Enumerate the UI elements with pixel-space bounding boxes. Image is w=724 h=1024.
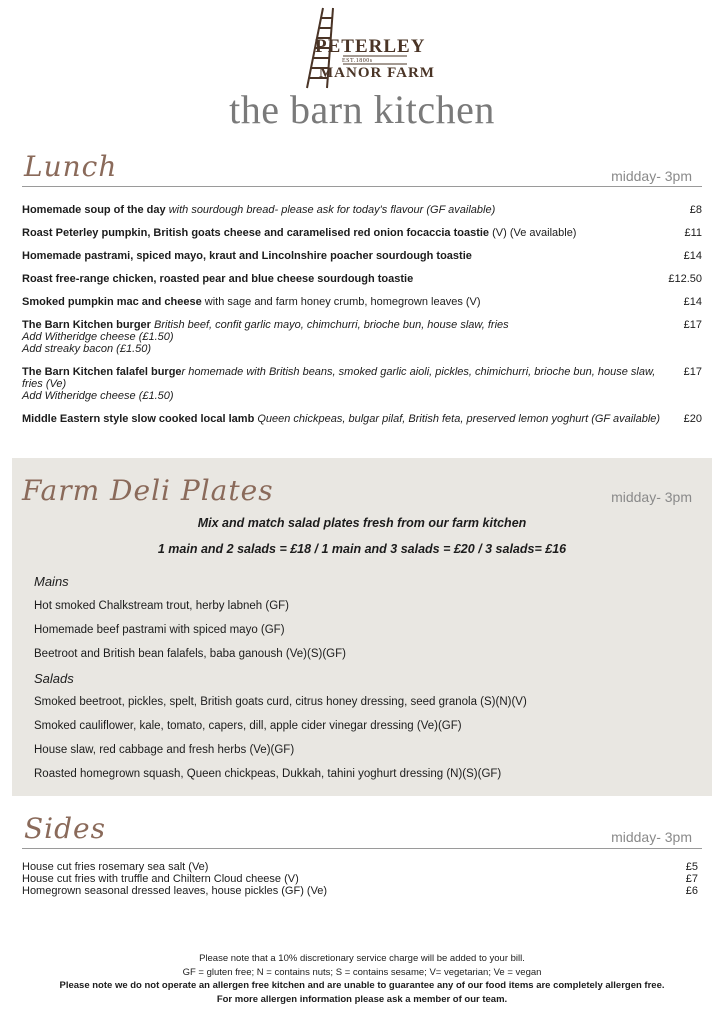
item-price: £14 [683,296,702,308]
item-price: £17 [683,366,702,378]
brand-logo [285,6,435,90]
salads-heading: Salads [34,671,74,686]
allergen-warning: Please note we do not operate an allergen free kitchen and are unable to guarantee any of our food items are completely allergen free. [59,980,665,991]
side-item [22,861,698,873]
lunch-menu [22,204,704,425]
side-price: £7 [685,873,698,885]
item-name: Middle Eastern style slow cooked local lamb [22,413,255,425]
item-price: £8 [689,204,702,216]
item-name: The Barn Kitchen burger [22,319,151,331]
menu-item [22,319,704,355]
item-name: Roast free-range chicken, roasted pear and blue cheese sourdough toastie [22,273,414,285]
mains-heading: Mains [34,574,69,589]
menu-item [22,413,704,425]
item-price: £20 [683,413,702,425]
allergen-info: For more allergen information please ask a member of our team. [216,993,508,1005]
sides-divider [22,848,702,849]
deli-section [12,458,712,796]
item-description: (V) (Ve available) [489,227,577,239]
side-item [22,873,698,885]
menu-item [22,296,704,308]
menu-item [22,227,704,239]
side-name: House cut fries rosemary sea salt (Ve) [22,861,209,873]
item-price: £14 [683,250,702,262]
sides-list [22,861,698,897]
item-name: The Barn Kitchen falafel burge [22,366,182,378]
deli-heading: Farm Deli Plates [22,474,274,507]
deli-intro: Mix and match salad plates fresh from our farm kitchen [197,516,527,530]
item-description: r homemade with British beans, smoked garlic aioli, pickles, chimichurri, brioche bun, house slaw, fries (Ve) [22,366,656,390]
salad-item: Smoked beetroot, pickles, spelt, British goats curd, citrus honey dressing, seed granola (S)(N)(V) [34,696,527,708]
salad-item: Smoked cauliflower, kale, tomato, capers, dill, apple cider vinegar dressing (Ve)(GF) [34,720,462,732]
side-item [22,885,698,897]
item-description: Queen chickpeas, bulgar pilaf, British feta, preserved lemon yoghurt (GF available) [254,413,661,425]
side-price: £5 [685,861,698,873]
logo-line-2: MANOR FARM [319,65,435,81]
menu-item [22,273,704,285]
logo-line-1: PETERLEY [315,36,426,57]
deli-time: midday- 3pm [611,489,692,505]
lunch-time: midday- 3pm [611,168,692,184]
lunch-divider [22,186,702,187]
item-name: Homemade pastrami, spiced mayo, kraut and Lincolnshire poacher sourdough toastie [22,250,472,262]
side-name: House cut fries with truffle and Chiltern Cloud cheese (V) [22,873,299,885]
logo-established: EST.1800s [342,58,373,64]
menu-item [22,366,704,402]
footer-notes [0,952,724,1006]
item-name: Smoked pumpkin mac and cheese [22,296,202,308]
dietary-key: GF = gluten free; N = contains nuts; S = contains sesame; V= vegetarian; Ve = vegan [182,966,542,978]
item-price: £11 [684,227,702,239]
item-addon: Add Witheridge cheese (£1.50) [22,390,174,402]
sides-heading: Sides [24,812,106,845]
page-title: the barn kitchen [229,87,495,132]
deli-pricing: 1 main and 2 salads = £18 / 1 main and 3 salads = £20 / 3 salads= £16 [157,542,567,556]
side-price: £6 [685,885,698,897]
item-addon: Add Witheridge cheese (£1.50) [22,331,174,343]
main-item: Homemade beef pastrami with spiced mayo (GF) [34,624,285,636]
salad-item: Roasted homegrown squash, Queen chickpeas, Dukkah, tahini yoghurt dressing (N)(S)(GF) [34,768,502,780]
main-item: Beetroot and British bean falafels, baba ganoush (Ve)(S)(GF) [34,648,346,660]
service-charge-note: Please note that a 10% discretionary service charge will be added to your bill. [199,953,525,964]
side-name: Homegrown seasonal dressed leaves, house pickles (GF) (Ve) [22,885,328,897]
item-description: with sage and farm honey crumb, homegrown leaves (V) [201,296,481,308]
item-description: British beef, confit garlic mayo, chimchurri, brioche bun, house slaw, fries [150,319,509,331]
menu-item [22,204,704,216]
lunch-heading: Lunch [24,150,118,183]
item-price: £17 [683,319,702,331]
item-price: £12.50 [668,273,702,285]
menu-item [22,250,704,262]
main-item: Hot smoked Chalkstream trout, herby labneh (GF) [34,600,290,612]
item-addon: Add streaky bacon (£1.50) [22,343,152,355]
item-name: Homemade soup of the day [22,204,166,216]
salad-item: House slaw, red cabbage and fresh herbs (Ve)(GF) [34,744,295,756]
sides-time: midday- 3pm [611,829,692,845]
item-name: Roast Peterley pumpkin, British goats cheese and caramelised red onion focaccia toastie [22,227,490,239]
item-description: with sourdough bread- please ask for today's flavour (GF available) [165,204,496,216]
